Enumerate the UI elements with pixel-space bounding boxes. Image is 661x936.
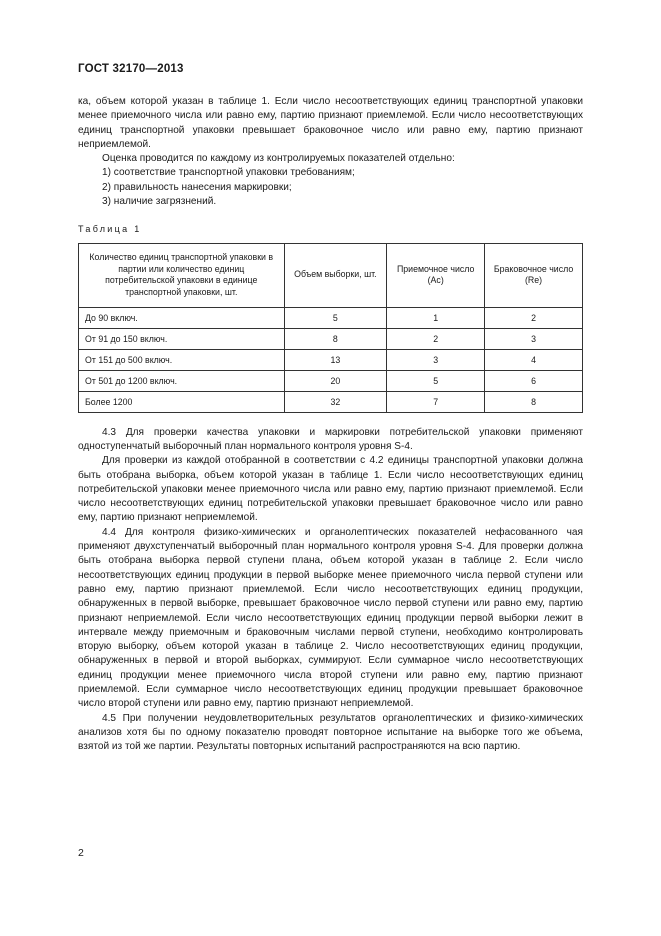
table-row — [79, 370, 583, 391]
table-header-row — [79, 243, 583, 307]
cell-acceptance-number: 1 — [387, 307, 485, 328]
cell-acceptance-number: 2 — [387, 328, 485, 349]
section-4-3-sampling-paragraph: Для проверки из каждой отобранной в соответствии с 4.2 единицы транспортной упаковки должна быть отобрана выборка, объем которой указан в таблице 1. Если число несоответствующих единиц потребительской упаковки менее приемочного числа или равно ему, партию признают приемлемой. Если число несоответствующих единиц потребительской упаковки превышает браковочное число или равно ему, партию признают неприемлемой. — [78, 455, 583, 524]
document-body — [78, 95, 583, 755]
cell-sample-size: 32 — [284, 391, 387, 412]
cell-lot-size: От 151 до 500 включ. — [79, 349, 285, 370]
list-item: 3) наличие загрязнений. — [102, 196, 217, 208]
cell-rejection-number: 3 — [485, 328, 583, 349]
table-row — [79, 349, 583, 370]
list-item: 1) соответствие транспортной упаковки требованиям; — [102, 167, 355, 179]
cell-acceptance-number: 5 — [387, 370, 485, 391]
cell-sample-size: 20 — [284, 370, 387, 391]
cell-rejection-number: 2 — [485, 307, 583, 328]
cell-lot-size: Более 1200 — [79, 391, 285, 412]
cell-lot-size: До 90 включ. — [79, 307, 285, 328]
section-4-4-paragraph: 4.4 Для контроля физико-химических и органолептических показателей нефасованного чая применяют двухступенчатый выборочный план нормального контроля уровня S-4. Для проверки должна быть отобрана выборка первой ступени плана, объем которой указан в таблице 2. Если число несоответствующих единиц продукции в первой выборке менее приемочного числа первой ступени или равно ему, партию признают приемлемой. Если число несоответствующих единиц продукции, обнаруженных в первой выборке, превышает браковочное число первой ступени или равно ему, партию признают неприемлемой. Если число несоответствующих единиц продукции первой выборки лежит в интервале между приемочным и браковочным числами первой ступени, необходимо контролировать вторую выборку, объем которой указан в таблице 2. Число несоответствующих единиц продукции, обнаруженных в первой и второй выборках, суммируют. Если суммарное число несоответствующих единиц продукции менее приемочного числа второй ступени или равно ему, партию признают приемлемой. Если суммарное число несоответствующих единиц продукции превышает браковочное число второй ступени или равно ему, партию признают неприемлемой. — [78, 526, 583, 710]
table-row — [79, 307, 583, 328]
cell-lot-size: От 91 до 150 включ. — [79, 328, 285, 349]
header-lot-size: Количество единиц транспортной упаковки в партии или количество единиц потребительской упаковки в единице транспортной упаковки, шт. — [79, 243, 285, 307]
cell-sample-size: 8 — [284, 328, 387, 349]
page-number: 2 — [78, 847, 84, 859]
table-row — [79, 328, 583, 349]
cell-rejection-number: 6 — [485, 370, 583, 391]
section-4-5-paragraph: 4.5 При получении неудовлетворительных результатов органолептических и физико-химических анализов хотя бы по одному показателю проводят повторное испытание на выборке того же объема, взятой из той же партии. Результаты повторных испытаний распространяются на всю партию. — [78, 712, 583, 753]
cell-acceptance-number: 3 — [387, 349, 485, 370]
cell-acceptance-number: 7 — [387, 391, 485, 412]
cell-sample-size: 13 — [284, 349, 387, 370]
cell-sample-size: 5 — [284, 307, 387, 328]
header-rejection-number: Браковочное число (Re) — [485, 243, 583, 307]
section-4-3-paragraph: 4.3 Для проверки качества упаковки и маркировки потребительской упаковки применяют одноступенчатый выборочный план нормального контроля уровня S-4. — [78, 426, 583, 452]
standard-header: ГОСТ 32170—2013 — [78, 63, 184, 75]
intro-paragraph: ка, объем которой указан в таблице 1. Если число несоответствующих единиц транспортной упаковки менее приемочного числа или равно ему, партию признают приемлемой. Если число несоответствующих единиц транспортной упаковки превышает браковочное число или равно ему, партию признают неприемлемой. — [78, 96, 583, 150]
table-row — [79, 391, 583, 412]
cell-lot-size: От 501 до 1200 включ. — [79, 370, 285, 391]
intro-assessment-paragraph: Оценка проводится по каждому из контролируемых показателей отдельно: — [102, 153, 455, 165]
cell-rejection-number: 4 — [485, 349, 583, 370]
header-sample-size: Объем выборки, шт. — [284, 243, 387, 307]
header-acceptance-number: Приемочное число (Ас) — [387, 243, 485, 307]
sampling-plan-table — [78, 243, 583, 413]
cell-rejection-number: 8 — [485, 391, 583, 412]
list-item: 2) правильность нанесения маркировки; — [102, 181, 292, 193]
table-caption: Таблица 1 — [78, 224, 142, 235]
